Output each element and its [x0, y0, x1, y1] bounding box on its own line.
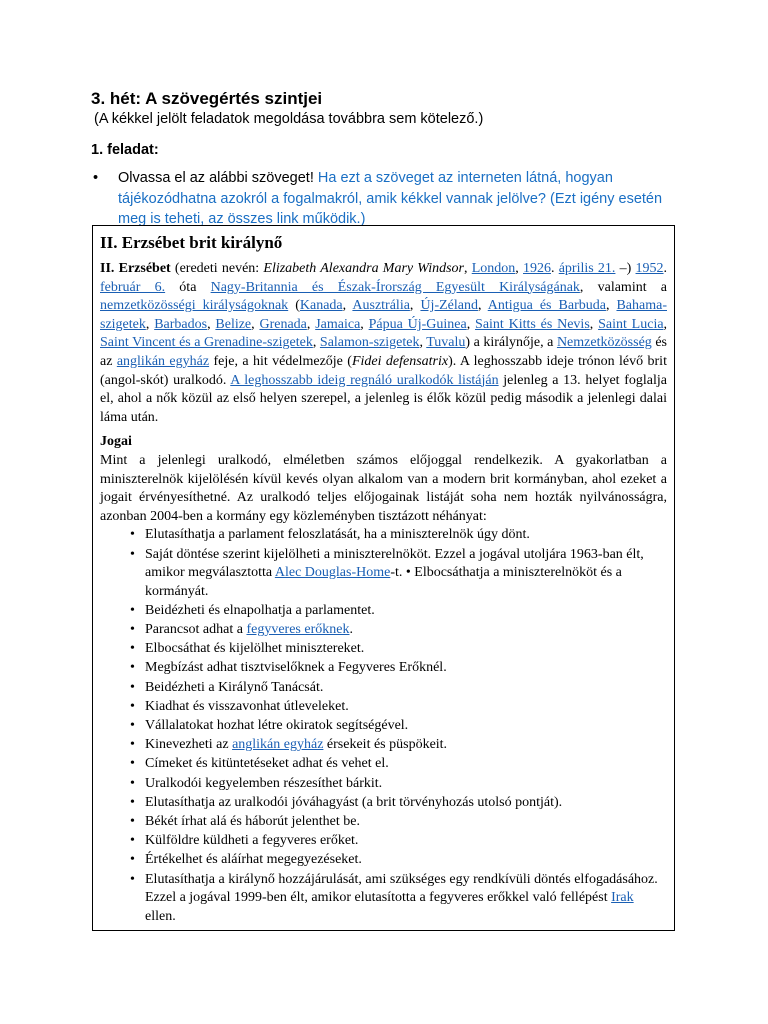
fidei-defensatrix: Fidei defensatrix: [351, 353, 449, 369]
list-item: • Címeket és kitüntetéseket adhat és vehet el.: [130, 755, 667, 774]
link-longest-reigning[interactable]: A leghosszabb ideig regnáló uralkodók listáján: [230, 372, 499, 388]
link-country[interactable]: Új-Zéland: [420, 298, 478, 314]
text: .: [663, 261, 668, 276]
link-anglican-church[interactable]: anglikán egyház: [116, 353, 210, 369]
instruction-text: Olvassa el az alábbi szöveget!: [118, 170, 314, 186]
link-country[interactable]: Ausztrália: [352, 298, 410, 314]
list-item: • Beidézheti és elnapolhatja a parlamentet.: [130, 602, 667, 621]
link-april-21[interactable]: április 21.: [558, 261, 616, 276]
rights-list: [100, 526, 667, 926]
list-item: • Elutasíthatja a parlament feloszlatását, ha a miniszterelnök úgy dönt.: [130, 526, 667, 545]
link-country[interactable]: Kanada: [299, 298, 343, 314]
article-box: [92, 225, 675, 931]
list-item: [130, 546, 667, 602]
list-item: • Elutasíthatja az uralkodói jóváhagyást (a brit törvényhozás utolsó pontját).: [130, 794, 667, 813]
separator: ,: [466, 316, 476, 332]
link-united-kingdom[interactable]: Nagy-Britannia és Észak-Írország Egyesült Királyságának: [210, 279, 580, 295]
separator: ,: [145, 316, 155, 332]
list-item: • Uralkodói kegyelemben részesíthet bárkit.: [130, 775, 667, 794]
instruction-optional-text: Ha ezt a szöveget az interneten látná, hogyan tájékozódhatna azokról a fogalmakról, amik kékkel vannak jelölve? (Ezt igény esetén meg is teheti, az összes link működik.): [118, 170, 663, 227]
page-title: 3. hét: A szövegértés szintjei: [91, 89, 323, 108]
article-intro: [100, 260, 667, 427]
separator: ,: [419, 335, 427, 351]
link-february-6[interactable]: február 6.: [100, 279, 166, 295]
text: Saját döntése szerint kijelölheti a miniszterelnököt. Ezzel a jogával utoljára 1963-ban élt, amikor megválasztotta: [145, 546, 644, 581]
separator: ,: [663, 316, 668, 332]
list-item: • Értékelhet és aláírhat megegyezéseket.: [130, 851, 667, 870]
text: ) a királynője, a: [465, 335, 557, 351]
rights-heading: Jogai: [100, 434, 132, 450]
text: Kinevezheti az: [145, 737, 233, 753]
link-country[interactable]: Grenada: [259, 316, 307, 332]
text: ,: [515, 261, 523, 276]
birth-name: Elizabeth Alexandra Mary Windsor: [263, 261, 464, 276]
link-country[interactable]: Saint Vincent és a Grenadine-szigetek: [100, 335, 313, 351]
separator: ,: [312, 335, 320, 351]
text: .: [349, 622, 353, 638]
link-1952[interactable]: 1952: [635, 261, 664, 276]
link-armed-forces[interactable]: fegyveres erőknek: [246, 622, 350, 638]
list-item: • Vállalatokat hozhat létre okiratok segítségével.: [130, 717, 667, 736]
link-1926[interactable]: 1926: [523, 261, 551, 276]
text: ellen.: [145, 908, 176, 924]
text: (eredeti nevén:: [170, 261, 264, 276]
separator: ,: [306, 316, 316, 332]
link-country[interactable]: Pápua Új-Guinea: [368, 316, 467, 332]
link-country[interactable]: Saint Lucia: [598, 316, 664, 332]
list-item: • Kiadhat és visszavonhat útleveleket.: [130, 698, 667, 717]
separator: ,: [342, 298, 353, 314]
separator: ,: [409, 298, 421, 314]
list-item: • Beidézheti a Királynő Tanácsát.: [130, 679, 667, 698]
list-item: [130, 621, 667, 640]
task-label: 1. feladat:: [91, 142, 159, 158]
separator: ,: [605, 298, 617, 314]
list-item: • Külföldre küldheti a fegyveres erőket.: [130, 832, 667, 851]
text: érsekeit és püspökeit.: [323, 737, 448, 753]
text: Parancsot adhat a: [145, 622, 247, 638]
link-country[interactable]: Bahama-szigetek: [100, 298, 667, 332]
task-instruction: [91, 168, 691, 230]
link-iraq[interactable]: Irak: [611, 890, 634, 906]
separator: ,: [207, 316, 216, 332]
text: –): [615, 261, 636, 276]
separator: ,: [251, 316, 260, 332]
link-country[interactable]: Barbados: [154, 316, 208, 332]
text: , valamint a: [579, 279, 668, 295]
page-subtitle: (A kékkel jelölt feladatok megoldása továbbra sem kötelező.): [94, 111, 484, 127]
link-anglican-church-2[interactable]: anglikán egyház: [232, 737, 324, 753]
link-london[interactable]: London: [471, 261, 516, 276]
article-heading: II. Erzsébet brit királynő: [100, 233, 283, 252]
text: .: [551, 261, 559, 276]
link-country[interactable]: Saint Kitts és Nevis: [475, 316, 590, 332]
link-alec-douglas-home[interactable]: Alec Douglas-Home: [274, 565, 391, 581]
subject-name: II. Erzsébet: [100, 261, 171, 276]
link-commonwealth-realms[interactable]: nemzetközösségi királyságoknak: [100, 298, 289, 314]
link-country[interactable]: Antigua és Barbuda: [487, 298, 606, 314]
text: feje, a hit védelmezője (: [209, 353, 352, 369]
link-country[interactable]: Salamon-szigetek: [319, 335, 420, 351]
text: -t. • Elbocsáthatja a miniszterelnököt és a kormányát.: [145, 565, 622, 599]
text: és az: [100, 335, 667, 369]
text: ,: [464, 261, 472, 276]
bullet-marker: •: [93, 170, 99, 186]
link-country[interactable]: Jamaica: [315, 316, 361, 332]
text: Elutasíthatja a királynő hozzájárulását, ami szükséges egy rendkívüli döntés elfogadásához. Ezzel a jogával 1999-ben élt, amikor elutasította a fegyveres erőkkel való fellépést: [145, 871, 658, 906]
text: ). A leghosszabb ideje trónon lévő brit (angol-skót) uralkodó.: [100, 353, 667, 388]
list-item: • Elbocsáthat és kijelölhet minisztereket.: [130, 640, 667, 659]
list-item: [130, 736, 667, 755]
separator: ,: [360, 316, 369, 332]
text: (: [288, 298, 300, 314]
list-item: • Megbízást adhat tisztviselőknek a Fegyveres Erőknél.: [130, 659, 667, 678]
text: óta: [165, 279, 211, 295]
rights-intro: Mint a jelenlegi uralkodó, elméletben számos előjoggal rendelkezik. A gyakorlatban a miniszterelnök kijelölésén kívül kevés olyan alkalom van a modern brit kormányban, ahol ezeket a jogait érvényesíthetné. Az uralkodó teljes előjogainak listáját soha nem hozták nyilvánosságra, azonban 2004-ben a kormány egy közleményben tisztázott néhányat:: [100, 452, 667, 524]
separator: ,: [477, 298, 488, 314]
link-country[interactable]: Belize: [215, 316, 252, 332]
text: jelenleg a 13. helyet foglalja el, ahol a nők közül az első helyen szerepel, a jelenleg is élők közül pedig második a jelenlegi dalai láma után.: [100, 372, 667, 425]
link-country[interactable]: Tuvalu: [426, 335, 466, 351]
list-item: [130, 871, 667, 927]
list-item: • Békét írhat alá és háborút jelenthet be.: [130, 813, 667, 832]
separator: ,: [589, 316, 599, 332]
link-commonwealth[interactable]: Nemzetközösség: [556, 335, 652, 351]
